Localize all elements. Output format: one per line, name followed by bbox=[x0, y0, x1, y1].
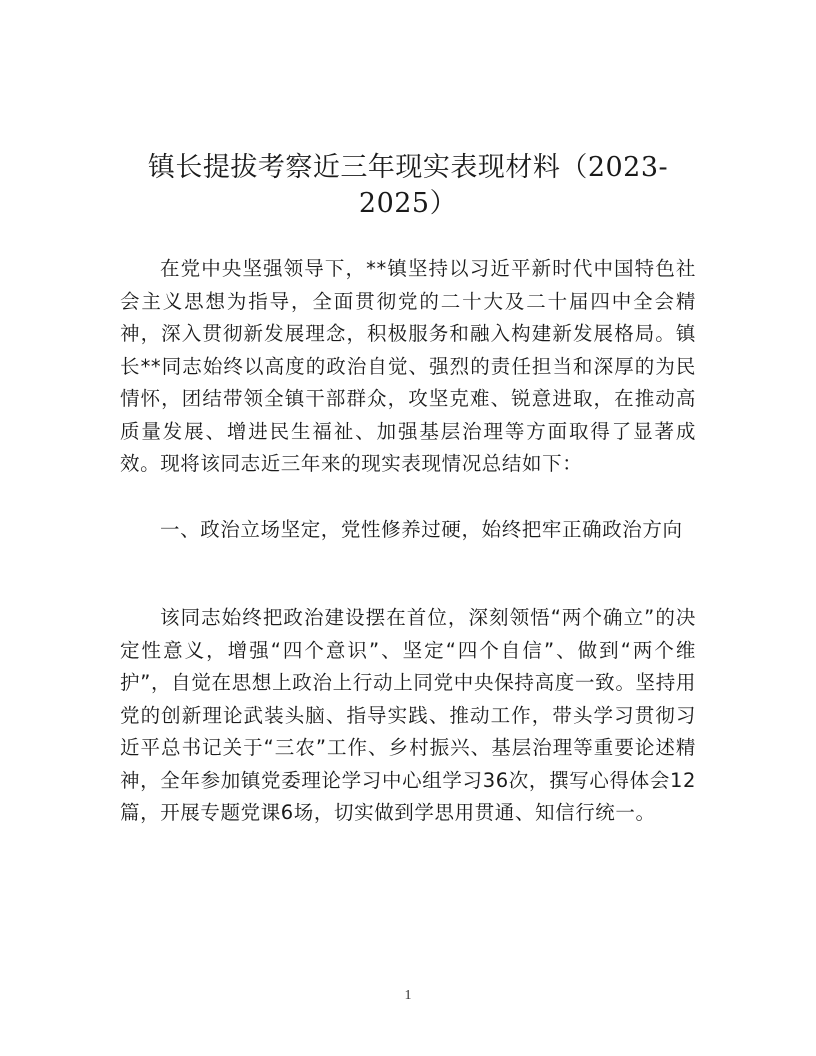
title-line-1: 镇长提拔考察近三年现实表现材料（2023- bbox=[147, 152, 669, 183]
page-number: 1 bbox=[404, 988, 412, 1003]
section-heading: 一、政治立场坚定，党性修养过硬，始终把牢正确政治方向 bbox=[160, 518, 683, 541]
document-title bbox=[120, 150, 696, 222]
title-line-2: 2025） bbox=[358, 188, 458, 219]
intro-paragraph: 在党中央坚强领导下，**镇坚持以习近平新时代中国特色社会主义思想为指导，全面贯彻党的二十大及二十届四中全会精神，深入贯彻新发展理念，积极服务和融入构建新发展格局。镇长**同志始终以高度的政治自觉、强烈的责任担当和深厚的为民情怀，团结带领全镇干部群众，攻坚克难、锐意进取，在推动高质量发展、增进民生福祉、加强基层治理等方面取得了显著成效。现将该同志近三年来的现实表现情况总结如下： bbox=[120, 257, 696, 475]
section-paragraph: 该同志始终把政治建设摆在首位，深刻领悟“两个确立”的决定性意义，增强“四个意识”、坚定“四个自信”、做到“两个维护”，自觉在思想上政治上行动上同党中央保持高度一致。坚持用党的创新理论武装头脑、指导实践、推动工作，带头学习贯彻习近平总书记关于“三农”工作、乡村振兴、基层治理等重要论述精神，全年参加镇党委理论学习中心组学习36次，撰写心得体会12篇，开展专题党课6场，切实做到学思用贯通、知信行统一。 bbox=[120, 606, 696, 824]
